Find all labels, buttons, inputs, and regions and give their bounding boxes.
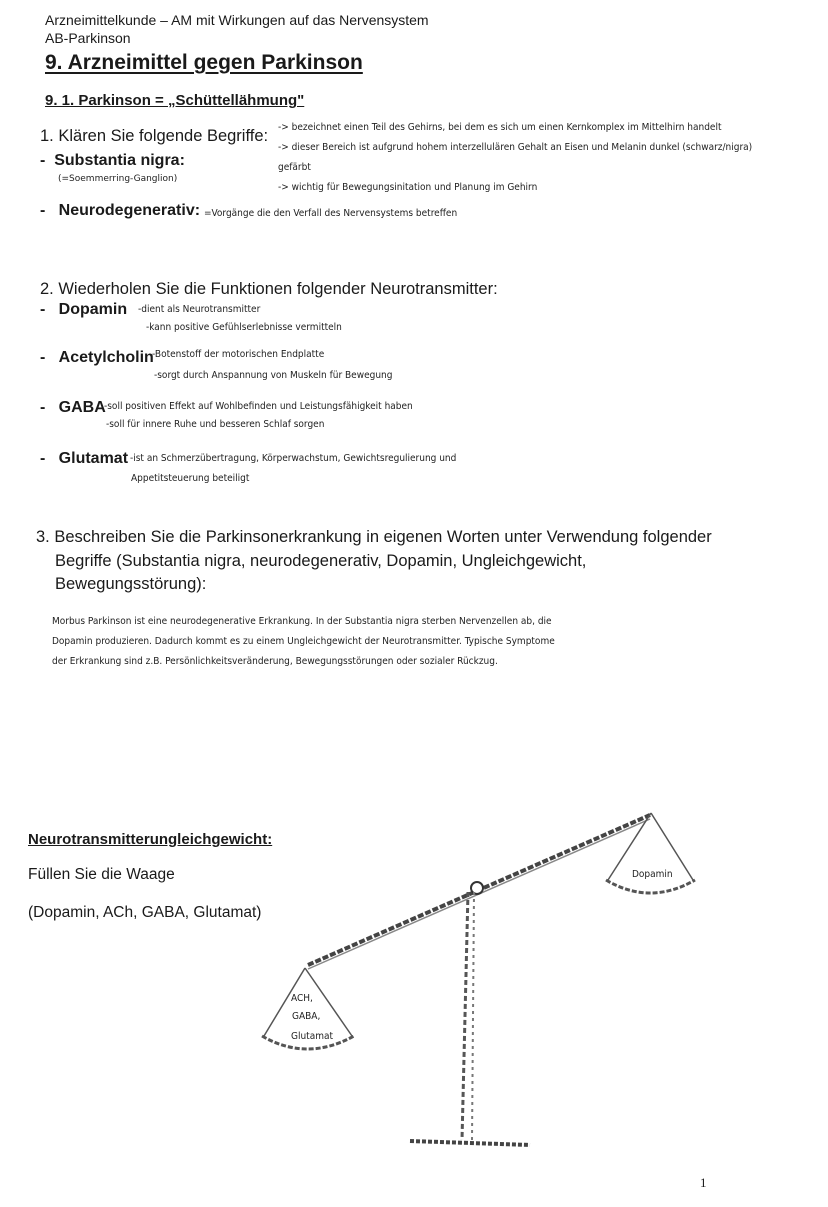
task1-answer1-line2: -> dieser Bereich ist aufgrund hohem interzellulären Gehalt an Eisen und Melanin dunkel (schwarz/nigra)	[278, 142, 753, 153]
task1-answer2: =Vorgänge die den Verfall des Nervensystems betreffen	[204, 208, 458, 219]
task3-answer-line3: der Erkrankung sind z.B. Persönlichkeitsveränderung, Bewegungsstörungen oder sozialer Rückzug.	[52, 656, 498, 667]
waage-options: (Dopamin, ACh, GABA, Glutamat)	[28, 904, 262, 921]
task3-question-line3: Bewegungsstörung):	[55, 575, 207, 593]
waage-instruction: Füllen Sie die Waage	[28, 866, 175, 883]
task3-question-line2: Begriffe (Substantia nigra, neurodegenerativ, Dopamin, Ungleichgewicht,	[55, 552, 587, 570]
task2-term-glutamat: - Glutamat	[40, 450, 129, 467]
right-pan-bowl	[606, 880, 695, 893]
glutamat-line2: Appetitsteuerung beteiligt	[131, 473, 250, 484]
task2-question: 2. Wiederholen Sie die Funktionen folgender Neurotransmitter:	[40, 280, 498, 298]
course-header: Arzneimittelkunde – AM mit Wirkungen auf das Nervensystem	[45, 12, 429, 28]
task2-term-acetylcholin: - Acetylcholin	[40, 349, 154, 366]
term-label: Glutamat	[58, 450, 129, 467]
task3-question-line1: 3. Beschreiben Sie die Parkinsonerkrankung in eigenen Worten unter Verwendung folgender	[36, 528, 712, 546]
dopamin-line1: -dient als Neurotransmitter	[138, 304, 261, 315]
waage-title: Neurotransmitterungleichgewicht:	[28, 831, 273, 848]
gaba-line1: -soll positiven Effekt auf Wohlbefinden und Leistungsfähigkeit haben	[104, 401, 413, 412]
left-pan-label-gaba: GABA,	[292, 1011, 321, 1022]
term-label: Substantia nigra:	[54, 152, 185, 169]
term-label: Neurodegenerativ:	[58, 202, 201, 219]
task1-term-neurodegenerativ: - Neurodegenerativ:	[40, 202, 201, 219]
task1-answer1-line4: -> wichtig für Bewegungsinitation und Planung im Gehirn	[278, 182, 538, 193]
task1-answer1-line3: gefärbt	[278, 162, 311, 173]
chapter-title: 9. Arzneimittel gegen Parkinson	[45, 51, 363, 74]
task3-answer-line1: Morbus Parkinson ist eine neurodegenerative Erkrankung. In der Substantia nigra sterben Nervenzellen ab, die	[52, 616, 552, 627]
task2-term-dopamin: - Dopamin	[40, 301, 128, 318]
term-label: Dopamin	[58, 301, 128, 318]
task1-term1-sub: (=Soemmerring-Ganglion)	[58, 174, 178, 184]
dopamin-line2: -kann positive Gefühlserlebnisse vermitteln	[146, 322, 342, 333]
scale-base	[410, 1141, 530, 1145]
scale-pole-shadow	[472, 892, 474, 1140]
task3-answer-line2: Dopamin produzieren. Dadurch kommt es zu einem Ungleichgewicht der Neurotransmitter. Typische Symptome	[52, 636, 555, 647]
scale-pole	[462, 892, 468, 1140]
glutamat-line1: -ist an Schmerzübertragung, Körperwachstum, Gewichtsregulierung und	[130, 453, 457, 464]
left-pan-label-ach: ACH,	[291, 993, 313, 1004]
task1-question: 1. Klären Sie folgende Begriffe:	[40, 127, 269, 145]
left-pan-label-glutamat: Glutamat	[291, 1031, 334, 1042]
scale-pivot	[471, 882, 483, 894]
section-title: 9. 1. Parkinson = „Schüttellähmung"	[45, 92, 305, 109]
term-label: Acetylcholin	[58, 349, 154, 366]
sheet-header: AB-Parkinson	[45, 30, 131, 46]
page-number: 1	[700, 1175, 707, 1190]
task1-term-substantia-nigra: - Substantia nigra:	[40, 152, 185, 169]
acetylcholin-line2: -sorgt durch Anspannung von Muskeln für Bewegung	[154, 370, 393, 381]
right-pan-label-dopamin: Dopamin	[632, 869, 673, 880]
task2-term-gaba: - GABA	[40, 399, 106, 416]
acetylcholin-line1: -Botenstoff der motorischen Endplatte	[152, 349, 325, 360]
term-label: GABA	[58, 399, 106, 416]
task1-answer1-line1: -> bezeichnet einen Teil des Gehirns, bei dem es sich um einen Kernkomplex im Mittelhirn handelt	[278, 122, 722, 133]
gaba-line2: -soll für innere Ruhe und besseren Schlaf sorgen	[106, 419, 325, 430]
